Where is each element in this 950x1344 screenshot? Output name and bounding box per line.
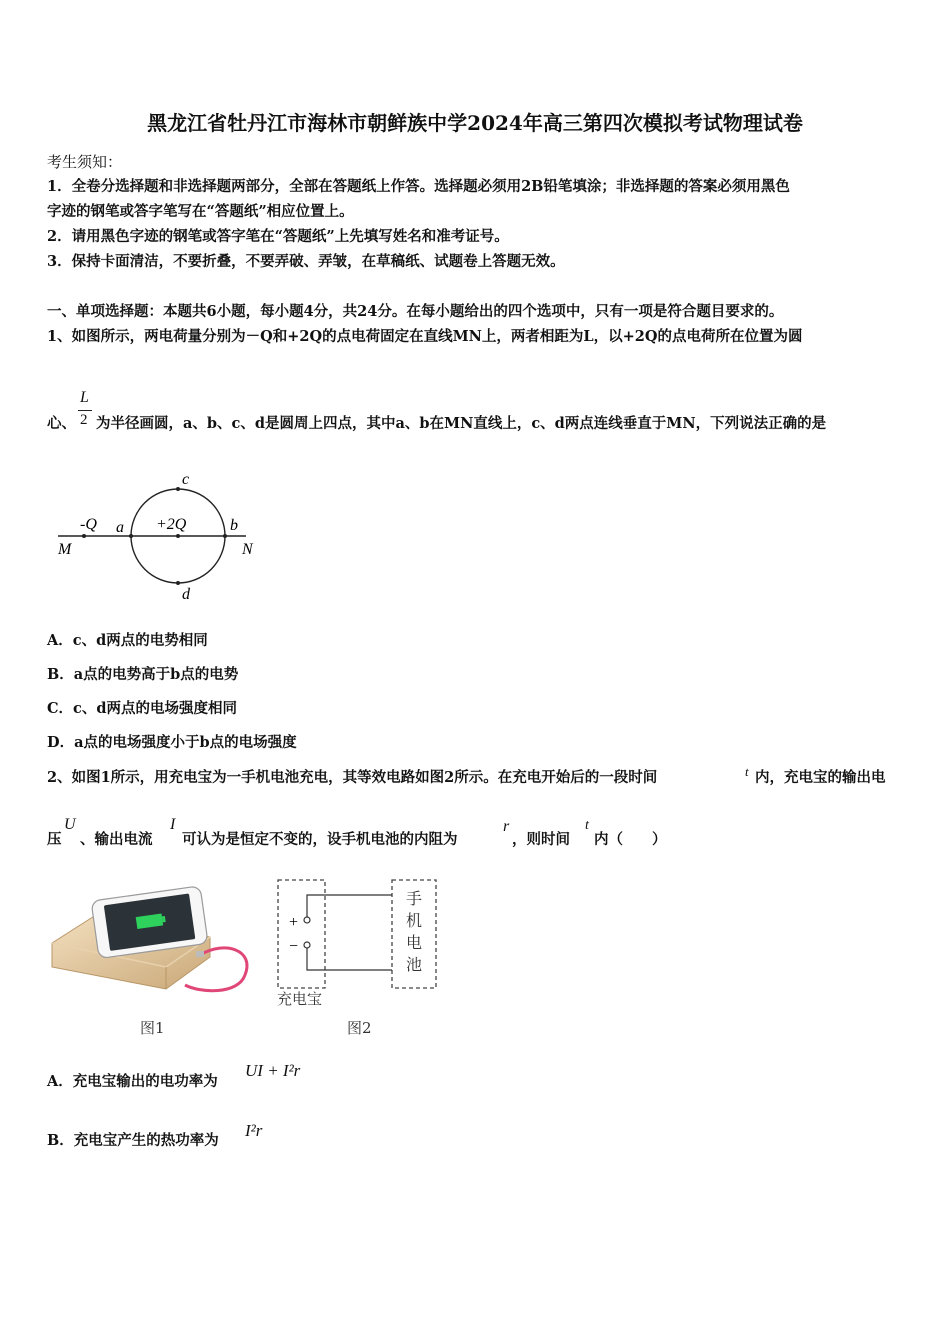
q2-symbol-i: I xyxy=(170,816,176,833)
q2-option-b-formula: I²r xyxy=(245,1121,263,1140)
label-n: N xyxy=(242,541,253,558)
notice-item-3: 3．保持卡面清洁，不要折叠，不要弄破、弄皱，在草稿纸、试题卷上答题无效。 xyxy=(47,253,565,270)
label-neg-q: -Q xyxy=(80,516,97,533)
battery-char-4: 池 xyxy=(406,957,423,974)
q1-option-b: B．a点的电势高于b点的电势 xyxy=(47,666,239,683)
q2-symbol-r: r xyxy=(503,818,510,835)
q1-frac-denominator: 2 xyxy=(80,412,88,428)
label-b: b xyxy=(230,517,238,534)
point-pos-q xyxy=(176,534,180,538)
q2-option-b: B．充电宝产生的热功率为 xyxy=(47,1132,219,1149)
battery-char-1: 手 xyxy=(406,891,423,908)
q2-line2-c: 可认为是恒定不变的，设手机电池的内阻为 xyxy=(182,831,458,848)
minus-label: − xyxy=(289,938,299,955)
q2-symbol-u: U xyxy=(64,816,76,833)
label-c: c xyxy=(182,471,190,488)
plus-terminal xyxy=(304,917,310,923)
section-heading: 一、单项选择题：本题共6小题，每小题4分，共24分。在每小题给出的四个选项中，只有一项是符合题目要求的。 xyxy=(47,303,784,320)
notice-item-1a: 1．全卷分选择题和非选择题两部分，全部在答题纸上作答。选择题必须用2B铅笔填涂；非选择题的答案必须用黑色 xyxy=(47,178,790,195)
point-d xyxy=(176,581,180,585)
q2-option-a: A．充电宝输出的电功率为 xyxy=(47,1073,218,1090)
label-a: a xyxy=(116,519,124,536)
point-b xyxy=(223,534,227,538)
q2-line1: 2、如图1所示，用充电宝为一手机电池充电，其等效电路如图2所示。在充电开始后的一段时间 xyxy=(47,769,658,786)
q1-frac-numerator: L xyxy=(80,389,89,406)
fig2-caption: 图2 xyxy=(347,1019,372,1037)
battery-char-3: 电 xyxy=(406,935,423,952)
wire-top xyxy=(307,895,392,917)
fig1-caption: 图1 xyxy=(140,1019,165,1037)
point-c xyxy=(176,487,180,491)
q2-figure-2 xyxy=(275,876,445,1011)
q1-line2-start: 心、 xyxy=(47,415,76,432)
point-a xyxy=(129,534,133,538)
q2-line2-a: 压 xyxy=(47,831,62,848)
q2-line2-d: ，则时间 xyxy=(512,831,570,848)
q1-option-d: D．a点的电场强度小于b点的电场强度 xyxy=(47,734,297,751)
label-d: d xyxy=(182,586,190,603)
power-bank-label: 充电宝 xyxy=(277,992,323,1008)
q1-option-c: C．c、d两点的电场强度相同 xyxy=(47,700,238,717)
label-m: M xyxy=(58,541,72,558)
q2-symbol-t1: t xyxy=(745,764,749,779)
q1-line1: 1、如图所示，两电荷量分别为－Q和+2Q的点电荷固定在直线MN上，两者相距为L，以+2Q的点电荷所在位置为圆 xyxy=(47,328,803,345)
plus-label: + xyxy=(289,914,299,931)
notice-heading: 考生须知： xyxy=(47,153,123,171)
q1-figure xyxy=(50,465,270,605)
q2-figure-1 xyxy=(50,885,255,1005)
q1-line2-end: 为半径画圆，a、b、c、d是圆周上四点，其中a、b在MN直线上，c、d两点连线垂直于MN，下列说法正确的是 xyxy=(96,415,827,432)
q1-option-a: A．c、d两点的电势相同 xyxy=(47,632,208,649)
battery-char-2: 机 xyxy=(406,913,423,930)
label-pos-q: +2Q xyxy=(156,516,187,533)
q2-line2-b: 、输出电流 xyxy=(80,831,153,848)
q2-symbol-t2: t xyxy=(585,818,589,833)
page-title: 黑龙江省牡丹江市海林市朝鲜族中学2024年高三第四次模拟考试物理试卷 xyxy=(147,111,803,135)
notice-item-1b: 字迹的钢笔或答字笔写在“答题纸”相应位置上。 xyxy=(47,203,354,220)
point-neg-q xyxy=(82,534,86,538)
wire-bottom xyxy=(307,948,392,970)
notice-item-2: 2．请用黑色字迹的钢笔或答字笔在“答题纸”上先填写姓名和准考证号。 xyxy=(47,228,509,245)
q2-line1-end: 内，充电宝的输出电 xyxy=(755,769,886,786)
q2-option-a-formula: UI + I²r xyxy=(245,1061,301,1080)
q1-frac-bar xyxy=(78,410,92,411)
minus-terminal xyxy=(304,942,310,948)
q2-line2-e: 内（ ） xyxy=(594,831,667,848)
power-bank-box xyxy=(278,880,325,988)
